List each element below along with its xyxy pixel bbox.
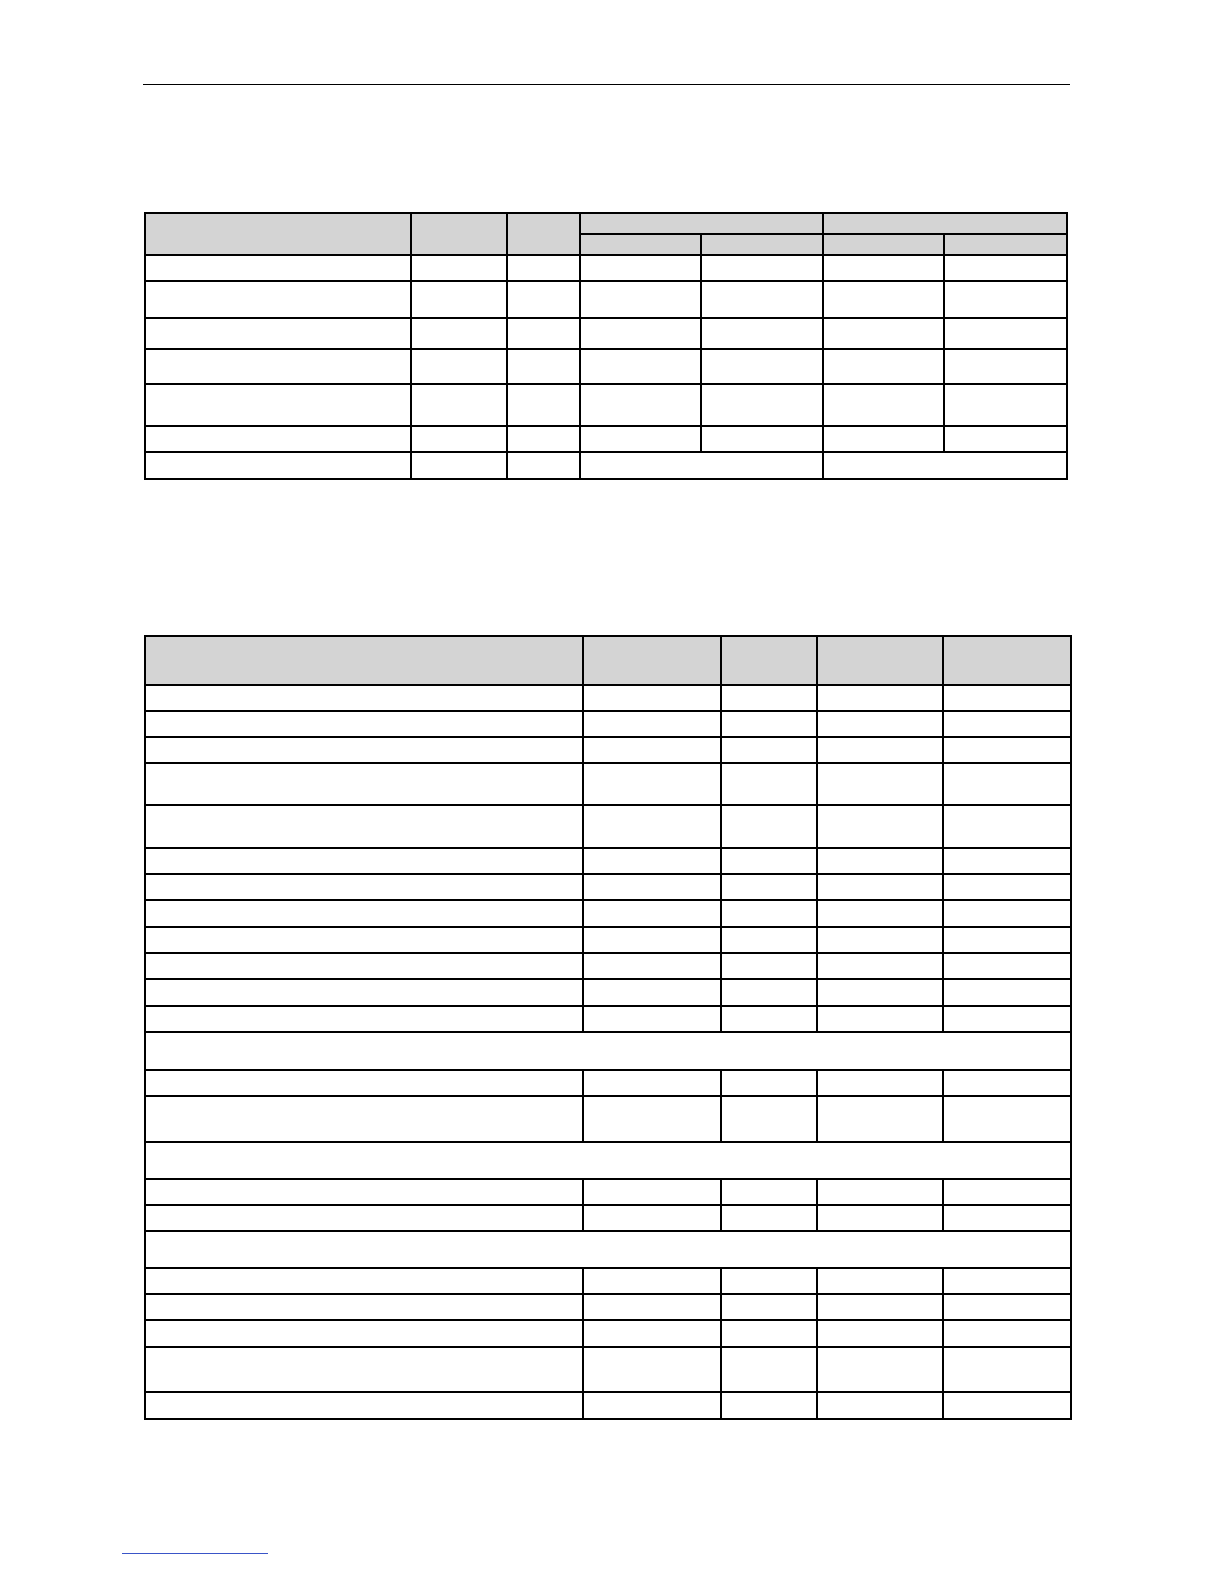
- table-cell: [721, 1320, 817, 1347]
- table-row: [145, 1205, 1071, 1231]
- table-cell: [580, 318, 701, 349]
- table-cell: [583, 1268, 721, 1294]
- table-cell: [507, 318, 580, 349]
- table-row: [145, 805, 1071, 848]
- table-row: [145, 979, 1071, 1006]
- table-cell: [943, 1179, 1071, 1205]
- table-cell: [817, 900, 943, 927]
- table-row: [145, 426, 1067, 452]
- table-cell: [943, 1347, 1071, 1392]
- table-cell: [943, 848, 1071, 874]
- table-row: [145, 900, 1071, 927]
- table-cell: [145, 737, 583, 763]
- table-cell: [817, 1205, 943, 1231]
- section-heading-cell: [145, 1142, 1071, 1179]
- table-cell: [583, 1347, 721, 1392]
- table1-subheader-cell: [580, 234, 701, 255]
- table-cell: [145, 1320, 583, 1347]
- table-cell: [823, 349, 944, 384]
- table1-subheader-cell: [944, 234, 1067, 255]
- table-cell: [701, 426, 823, 452]
- table-cell: [943, 805, 1071, 848]
- table-cell: [721, 1268, 817, 1294]
- table-cell: [721, 874, 817, 900]
- table-row: [145, 874, 1071, 900]
- table-cell: [721, 685, 817, 711]
- table-cell: [943, 1006, 1071, 1032]
- table-cell: [721, 737, 817, 763]
- table-cell: [943, 1392, 1071, 1419]
- table-cell: [701, 349, 823, 384]
- table-cell: [943, 900, 1071, 927]
- table-row: [145, 1006, 1071, 1032]
- table-cell: [411, 384, 507, 426]
- table-cell: [944, 384, 1067, 426]
- section-row: [145, 1032, 1071, 1070]
- table-cell: [145, 426, 411, 452]
- table-cell: [145, 1096, 583, 1142]
- table-cell: [943, 1320, 1071, 1347]
- table-cell: [580, 255, 701, 281]
- table-cell: [583, 927, 721, 953]
- table-cell: [721, 1006, 817, 1032]
- table-row: [145, 1070, 1071, 1096]
- table-cell: [411, 281, 507, 318]
- table-cell: [943, 1070, 1071, 1096]
- table-cell: [145, 281, 411, 318]
- table-row: [145, 255, 1067, 281]
- table-cell: [583, 737, 721, 763]
- table-cell: [817, 1096, 943, 1142]
- table-row: [145, 953, 1071, 979]
- table-row: [145, 384, 1067, 426]
- table-cell: [583, 1179, 721, 1205]
- table-cell: [817, 1070, 943, 1096]
- table-cell: [721, 1179, 817, 1205]
- table-cell: [583, 805, 721, 848]
- table-cell: [583, 1392, 721, 1419]
- table-cell: [145, 1205, 583, 1231]
- table-cell: [701, 384, 823, 426]
- table2-header-cell: [721, 636, 817, 685]
- table-cell: [817, 763, 943, 805]
- table-cell: [817, 685, 943, 711]
- table-cell: [701, 281, 823, 318]
- table-cell: [721, 1347, 817, 1392]
- table-cell: [943, 763, 1071, 805]
- table-cell: [583, 1294, 721, 1320]
- table-row: [145, 318, 1067, 349]
- table-row: [145, 281, 1067, 318]
- table-cell: [507, 384, 580, 426]
- table-cell: [145, 1392, 583, 1419]
- table-cell: [701, 255, 823, 281]
- table-cell: [583, 1006, 721, 1032]
- table-cell: [145, 805, 583, 848]
- table-cell: [145, 711, 583, 737]
- table-cell: [817, 1268, 943, 1294]
- table-cell: [411, 349, 507, 384]
- table-cell: [943, 1205, 1071, 1231]
- table-cell: [823, 384, 944, 426]
- table-row: [145, 452, 1067, 479]
- table-cell: [943, 1096, 1071, 1142]
- table-cell: [583, 953, 721, 979]
- table1-header-cell: [145, 213, 411, 255]
- table-cell: [817, 1179, 943, 1205]
- table-cell: [943, 1268, 1071, 1294]
- table2-header-cell: [583, 636, 721, 685]
- table-cell: [817, 1294, 943, 1320]
- table-cell: [583, 1096, 721, 1142]
- table-cell: [721, 848, 817, 874]
- table-cell: [943, 979, 1071, 1006]
- section-heading-cell: [145, 1032, 1071, 1070]
- table1-header-cell: [411, 213, 507, 255]
- table-row: [145, 1347, 1071, 1392]
- table-cell: [145, 384, 411, 426]
- table-row: [145, 711, 1071, 737]
- table-cell: [943, 874, 1071, 900]
- table-cell: [721, 979, 817, 1006]
- table-row: [145, 685, 1071, 711]
- table-cell: [583, 711, 721, 737]
- table1-header-cell: [507, 213, 580, 255]
- table-cell: [145, 953, 583, 979]
- table1-header-group-cell: [823, 213, 1067, 234]
- table-cell: [943, 711, 1071, 737]
- table1-subheader-cell: [701, 234, 823, 255]
- header-rule: [143, 84, 1070, 85]
- table-cell: [580, 349, 701, 384]
- table-cell: [701, 318, 823, 349]
- table-cell: [583, 763, 721, 805]
- table2-header-cell: [817, 636, 943, 685]
- table-cell: [145, 452, 411, 479]
- table-row: [145, 1268, 1071, 1294]
- table-cell: [721, 711, 817, 737]
- table-cell: [145, 318, 411, 349]
- table-cell: [145, 1006, 583, 1032]
- table-cell: [721, 805, 817, 848]
- table-cell: [817, 737, 943, 763]
- table1-header-group-cell: [580, 213, 823, 234]
- table1-subheader-cell: [823, 234, 944, 255]
- table-cell: [145, 927, 583, 953]
- table-cell: [721, 1392, 817, 1419]
- table-cell: [817, 1392, 943, 1419]
- section-heading-cell: [145, 1231, 1071, 1268]
- table-cell: [944, 349, 1067, 384]
- table-cell: [721, 1096, 817, 1142]
- table-row: [145, 848, 1071, 874]
- table-cell: [817, 1320, 943, 1347]
- table-cell: [583, 1070, 721, 1096]
- table-cell: [817, 953, 943, 979]
- specification-table-2: [144, 635, 1072, 1420]
- table-row: [145, 349, 1067, 384]
- table-cell: [817, 711, 943, 737]
- table-cell: [944, 318, 1067, 349]
- table-cell: [817, 874, 943, 900]
- table-cell: [721, 953, 817, 979]
- table-cell: [583, 685, 721, 711]
- table-cell-merged: [823, 452, 1067, 479]
- table-row: [145, 763, 1071, 805]
- table-cell: [145, 1268, 583, 1294]
- table-cell: [145, 1070, 583, 1096]
- table-cell: [583, 848, 721, 874]
- table-cell: [944, 281, 1067, 318]
- table-cell: [583, 900, 721, 927]
- table-cell: [580, 384, 701, 426]
- table-cell: [507, 255, 580, 281]
- table-cell: [507, 281, 580, 318]
- table-cell: [943, 737, 1071, 763]
- footer-link-underline[interactable]: [122, 1553, 268, 1554]
- table-cell: [721, 900, 817, 927]
- table-cell: [721, 1294, 817, 1320]
- table-cell: [583, 1205, 721, 1231]
- table-row: [145, 1179, 1071, 1205]
- table-cell: [721, 763, 817, 805]
- table-cell-merged: [580, 452, 823, 479]
- table-cell: [145, 1179, 583, 1205]
- table-cell: [411, 426, 507, 452]
- table-cell: [580, 426, 701, 452]
- table-cell: [943, 953, 1071, 979]
- table-cell: [145, 848, 583, 874]
- table-cell: [944, 255, 1067, 281]
- specification-table-1: [144, 212, 1068, 480]
- table-cell: [583, 874, 721, 900]
- table-cell: [507, 426, 580, 452]
- table-cell: [145, 255, 411, 281]
- table-row: [145, 1294, 1071, 1320]
- table-cell: [721, 1070, 817, 1096]
- table-cell: [583, 1320, 721, 1347]
- table-cell: [943, 1294, 1071, 1320]
- table2-header-cell: [943, 636, 1071, 685]
- table-cell: [145, 349, 411, 384]
- table-cell: [145, 979, 583, 1006]
- table-cell: [583, 979, 721, 1006]
- table-cell: [817, 1347, 943, 1392]
- table-cell: [817, 927, 943, 953]
- table-row: [145, 737, 1071, 763]
- table-cell: [507, 349, 580, 384]
- table-cell: [943, 685, 1071, 711]
- section-row: [145, 1231, 1071, 1268]
- table-cell: [823, 318, 944, 349]
- table-cell: [823, 281, 944, 318]
- table-cell: [721, 927, 817, 953]
- section-row: [145, 1142, 1071, 1179]
- table-cell: [145, 763, 583, 805]
- table-cell: [507, 452, 580, 479]
- table-row: [145, 1392, 1071, 1419]
- table-cell: [721, 1205, 817, 1231]
- table-row: [145, 927, 1071, 953]
- table-cell: [411, 318, 507, 349]
- table-cell: [145, 900, 583, 927]
- table-cell: [817, 848, 943, 874]
- table-cell: [145, 685, 583, 711]
- table-cell: [817, 805, 943, 848]
- table-cell: [943, 927, 1071, 953]
- table-row: [145, 1096, 1071, 1142]
- table-cell: [817, 979, 943, 1006]
- table-cell: [823, 426, 944, 452]
- table-cell: [944, 426, 1067, 452]
- table-cell: [580, 281, 701, 318]
- table-cell: [145, 1347, 583, 1392]
- table-cell: [145, 1294, 583, 1320]
- table-cell: [145, 874, 583, 900]
- table-row: [145, 1320, 1071, 1347]
- table2-header-cell: [145, 636, 583, 685]
- table-cell: [411, 255, 507, 281]
- table-cell: [411, 452, 507, 479]
- table-cell: [823, 255, 944, 281]
- table-cell: [817, 1006, 943, 1032]
